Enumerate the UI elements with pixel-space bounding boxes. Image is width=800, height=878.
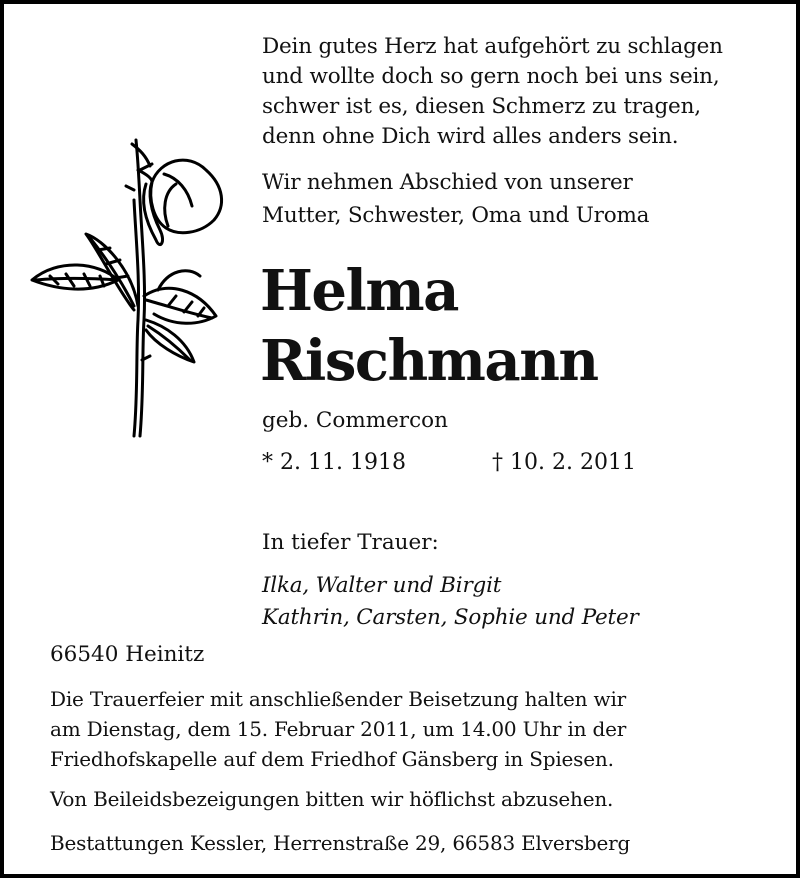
rose-icon [28,130,228,442]
first-name: Helma [260,258,458,324]
last-name: Rischmann [260,328,598,394]
poem-line: schwer ist es, diesen Schmerz zu tragen, [262,94,701,119]
farewell-line: Mutter, Schwester, Oma und Uroma [262,203,650,228]
death-date: † 10. 2. 2011 [492,450,636,475]
birth-date: * 2. 11. 1918 [262,450,406,475]
mourners-line: Kathrin, Carsten, Sophie und Peter [262,605,639,630]
mourners-list [262,570,639,634]
condolence-note: Von Beileidsbezeigungen bitten wir höflichst abzusehen. [50,787,614,811]
poem-line: und wollte doch so gern noch bei uns sein, [262,64,720,89]
funeral-info [50,684,626,774]
funeral-line: Friedhofskapelle auf dem Friedhof Gänsberg in Spiesen. [50,747,614,771]
farewell-text [262,166,649,232]
poem-line: denn ohne Dich wird alles anders sein. [262,124,679,149]
mourning-heading: In tiefer Trauer: [262,530,439,555]
poem-line: Dein gutes Herz hat aufgehört zu schlagen [262,34,723,59]
farewell-line: Wir nehmen Abschied von unserer [262,170,633,195]
funeral-line: am Dienstag, dem 15. Februar 2011, um 14.00 Uhr in der [50,717,627,741]
undertaker-address: Bestattungen Kessler, Herrenstraße 29, 66583 Elversberg [50,831,631,855]
poem [262,32,723,152]
deceased-name [260,256,598,396]
maiden-name: geb. Commercon [262,408,448,433]
mourners-line: Ilka, Walter und Birgit [262,573,502,598]
funeral-line: Die Trauerfeier mit anschließender Beisetzung halten wir [50,687,626,711]
location: 66540 Heinitz [50,642,205,667]
